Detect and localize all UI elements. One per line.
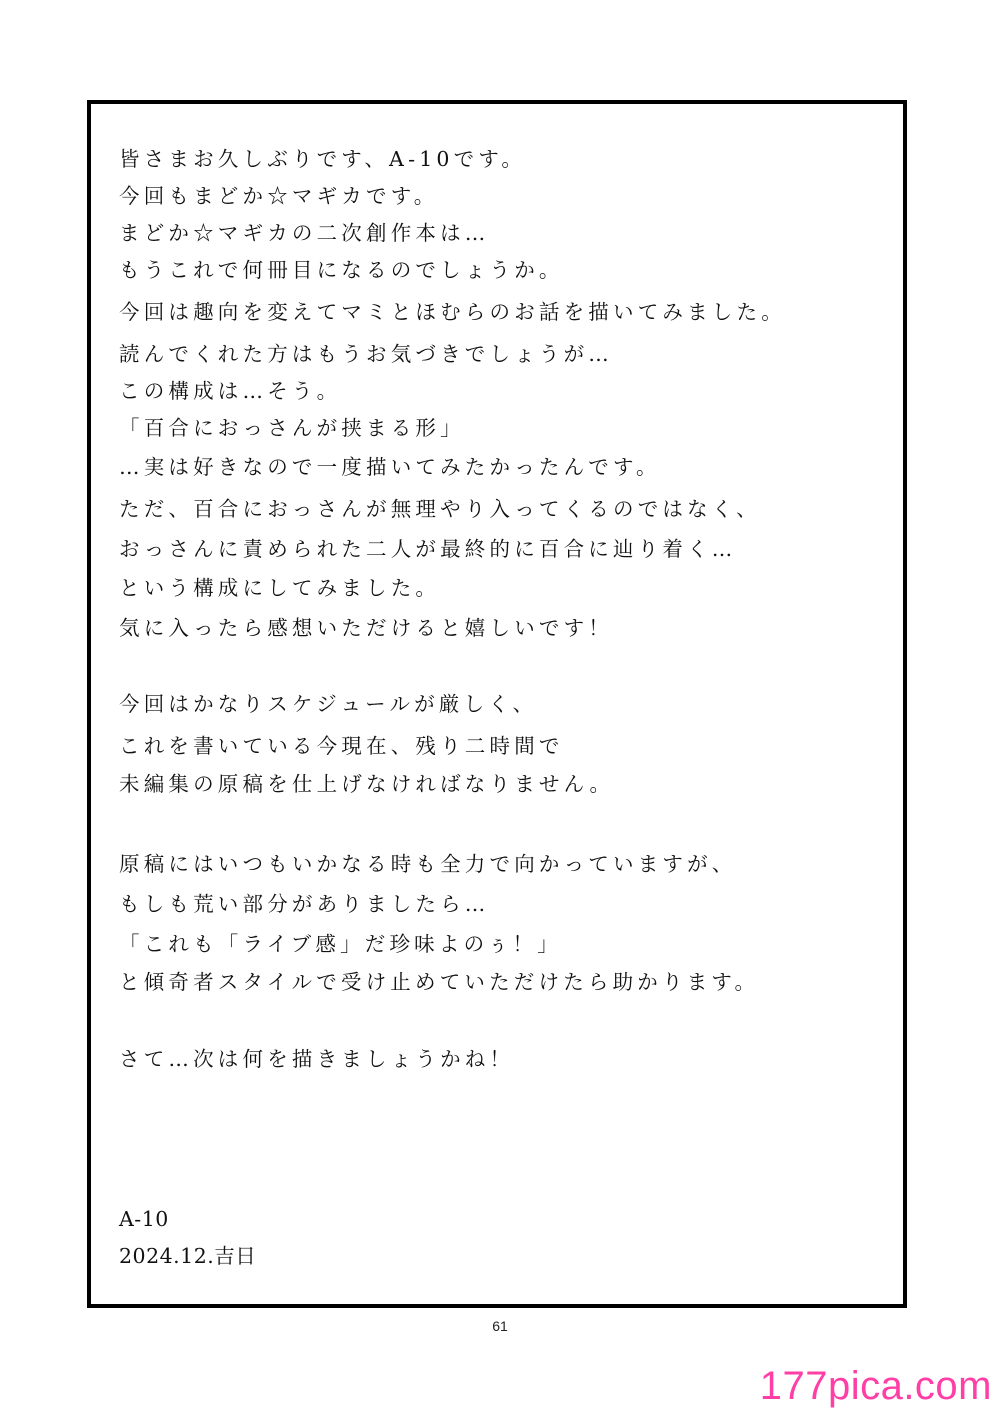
text-line: これを書いている今現在、残り二時間で (119, 734, 564, 758)
text-line: 今回はかなりスケジュールが厳しく、 (119, 692, 538, 716)
text-line: ただ、百合におっさんが無理やり入ってくるのではなく、 (119, 497, 761, 521)
text-line: さて…次は何を描きましょうかね！ (119, 1047, 515, 1071)
text-line: 原稿にはいつもいかなる時も全力で向かっていますが、 (119, 852, 737, 876)
text-line: 読んでくれた方はもうお気づきでしょうが… (119, 342, 613, 366)
text-line: …実は好きなので一度描いてみたかったんです。 (119, 455, 661, 479)
page-number: 61 (492, 1318, 508, 1334)
text-line: と傾奇者スタイルで受け止めていただけたら助かります。 (119, 970, 760, 994)
date: 2024.12.吉日 (119, 1244, 257, 1268)
text-line: おっさんに責められた二人が最終的に百合に辿り着く… (119, 537, 737, 561)
text-line: 未編集の原稿を仕上げなければなりません。 (119, 772, 615, 796)
text-line: という構成にしてみました。 (119, 576, 441, 600)
text-line: 気に入ったら感想いただけると嬉しいです！ (119, 616, 613, 640)
watermark: 177pica.com (759, 1364, 992, 1408)
text-line: この構成は…そう。 (119, 379, 342, 403)
text-line: 皆さまお久しぶりです、A-10です。 (119, 147, 527, 171)
text-line: 今回もまどか☆マギカです。 (119, 184, 439, 208)
text-line: もうこれで何冊目になるのでしょうか。 (119, 258, 564, 282)
text-line: 「これも「ライブ感」だ珍味よのぅ！」 (119, 932, 562, 956)
text-line: 「百合におっさんが挟まる形」 (119, 416, 465, 440)
signature: A-10 (119, 1207, 169, 1231)
text-line: まどか☆マギカの二次創作本は… (119, 221, 490, 245)
text-line: もしも荒い部分がありましたら… (119, 892, 490, 916)
text-line: 今回は趣向を変えてマミとほむらのお話を描いてみました。 (119, 300, 786, 324)
